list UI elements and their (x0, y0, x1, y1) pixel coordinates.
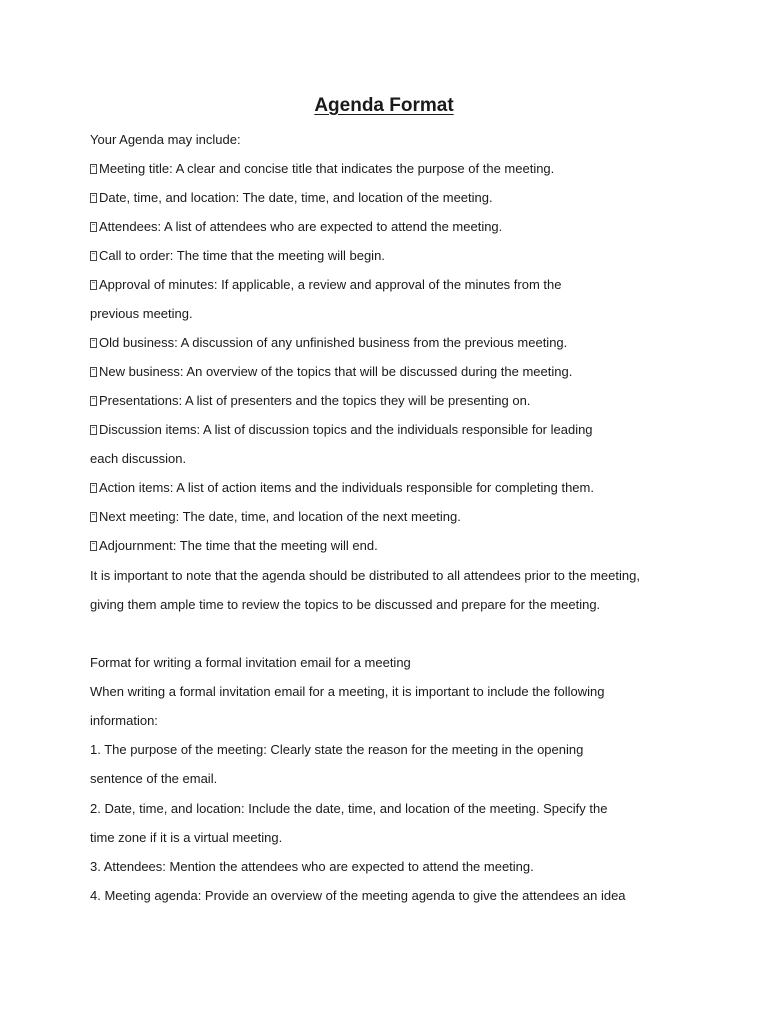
list-item-continuation: previous meeting. (90, 306, 193, 321)
note-text: giving them ample time to review the topics to be discussed and prepare for the meeting. (90, 597, 601, 612)
list-item-text: Adjournment: The time that the meeting will end. (99, 538, 378, 553)
missing-glyph-icon (90, 396, 97, 406)
list-item (90, 160, 554, 178)
missing-glyph-icon (90, 483, 97, 493)
missing-glyph-icon (90, 541, 97, 551)
list-item-text: Approval of minutes: If applicable, a review and approval of the minutes from the (99, 277, 562, 292)
list-item (90, 508, 461, 526)
list-item-text: Discussion items: A list of discussion topics and the individuals responsible for leading (99, 422, 593, 437)
list-item (90, 363, 572, 381)
list-item-text: Presentations: A list of presenters and the topics they will be presenting on. (99, 393, 531, 408)
numbered-item: 4. Meeting agenda: Provide an overview of the meeting agenda to give the attendees an idea (90, 888, 626, 903)
list-item-text: Meeting title: A clear and concise title that indicates the purpose of the meeting. (99, 161, 555, 176)
numbered-item: 1. The purpose of the meeting: Clearly state the reason for the meeting in the opening (90, 742, 584, 757)
missing-glyph-icon (90, 222, 97, 232)
list-item-text: Call to order: The time that the meeting will begin. (99, 248, 385, 263)
list-item-text: Date, time, and location: The date, time, and location of the meeting. (99, 190, 493, 205)
numbered-item-continuation: time zone if it is a virtual meeting. (90, 830, 283, 845)
list-item-text: Action items: A list of action items and the individuals responsible for completing them. (99, 480, 594, 495)
list-item-text: New business: An overview of the topics that will be discussed during the meeting. (99, 364, 573, 379)
list-item (90, 421, 593, 439)
list-item (90, 334, 567, 352)
section-heading: Format for writing a formal invitation email for a meeting (90, 655, 411, 670)
missing-glyph-icon (90, 367, 97, 377)
numbered-item: 2. Date, time, and location: Include the date, time, and location of the meeting. Specify the (90, 801, 608, 816)
list-item (90, 479, 594, 497)
list-item-text: Attendees: A list of attendees who are expected to attend the meeting. (99, 219, 503, 234)
section-intro: When writing a formal invitation email for a meeting, it is important to include the following (90, 684, 605, 699)
missing-glyph-icon (90, 280, 97, 290)
list-item (90, 218, 502, 236)
list-item (90, 247, 385, 265)
list-item (90, 276, 561, 294)
list-item-continuation: each discussion. (90, 451, 187, 466)
missing-glyph-icon (90, 338, 97, 348)
missing-glyph-icon (90, 425, 97, 435)
section-intro: information: (90, 713, 158, 728)
missing-glyph-icon (90, 164, 97, 174)
list-item-text: Next meeting: The date, time, and location of the next meeting. (99, 509, 461, 524)
numbered-item-continuation: sentence of the email. (90, 771, 218, 786)
intro-text: Your Agenda may include: (90, 132, 241, 147)
missing-glyph-icon (90, 193, 97, 203)
numbered-item: 3. Attendees: Mention the attendees who are expected to attend the meeting. (90, 859, 534, 874)
note-text: It is important to note that the agenda should be distributed to all attendees prior to the meeting, (90, 568, 640, 583)
list-item-text: Old business: A discussion of any unfinished business from the previous meeting. (99, 335, 568, 350)
list-item (90, 189, 493, 207)
list-item (90, 392, 530, 410)
page-title: Agenda Format (314, 95, 454, 116)
list-item (90, 537, 378, 555)
missing-glyph-icon (90, 251, 97, 261)
missing-glyph-icon (90, 512, 97, 522)
